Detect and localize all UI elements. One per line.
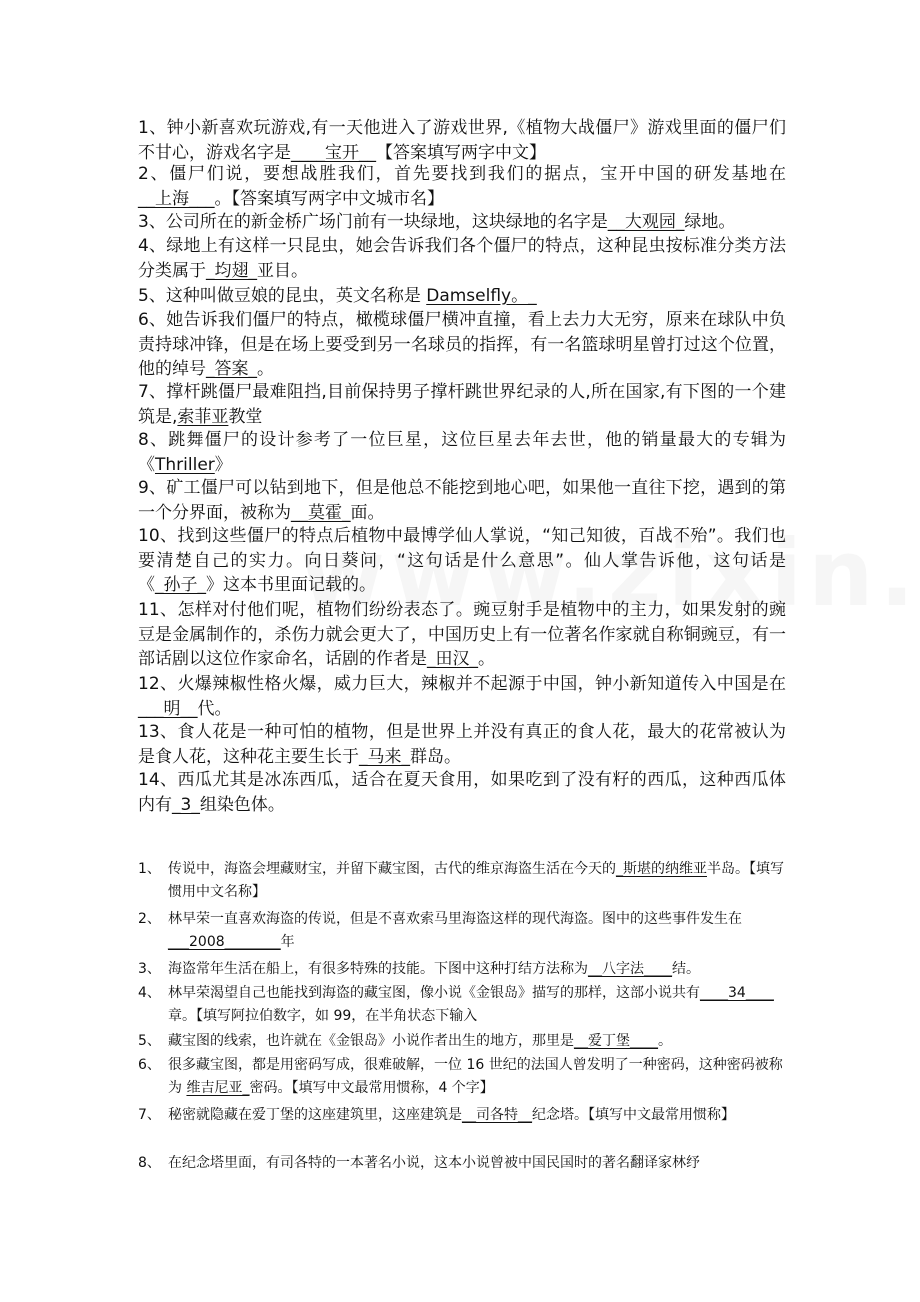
question-body [168, 1152, 786, 1175]
question-body [168, 858, 786, 904]
question-text: 教堂 [228, 406, 263, 427]
answer-blank: ___明__ [138, 698, 198, 719]
answer-blank: _答案_ [206, 359, 257, 379]
question-body [168, 1030, 786, 1053]
answer-blank: __司各特__ [462, 1107, 532, 1123]
question-number: 5、 [138, 286, 166, 306]
question-number: 8、 [138, 1155, 161, 1171]
question-text: 亚目。 [257, 260, 308, 281]
question-text: 绿地上有这样一只昆虫，她会告诉我们各个僵尸的特点，这种昆虫按标准分类方法分类属于 [138, 236, 786, 281]
question-text: 钟小新喜欢玩游戏,有一天他进入了游戏世界,《植物大战僵尸》游戏里面的僵尸们不甘心，游戏名字是 [138, 118, 786, 163]
question-3 [138, 210, 786, 235]
pirate-question-6 [138, 1054, 786, 1100]
answer-blank: ___2008________ [168, 934, 281, 950]
question-text: 找到这些僵尸的特点后植物中最博学仙人掌说，“知己知彼，百战不殆”。我们也要清楚自己的实力。向日葵问，“这句话是什么意思”。仙人掌告诉他，这句话是《 [138, 526, 786, 595]
question-text: 半岛。【填写惯用中文名称】 [168, 861, 784, 900]
question-number: 14、 [138, 770, 178, 790]
question-text: 年 [280, 934, 295, 950]
answer-blank: _3_ [172, 794, 200, 815]
answer-blank: ____宝开__ [291, 142, 376, 163]
question-body [168, 1054, 786, 1100]
question-13 [138, 720, 786, 769]
question-text: 纪念塔。【填写中文最常用惯称】 [532, 1107, 735, 1123]
question-text: 【答案填写两字中文】 [376, 142, 546, 163]
question-text: 火爆辣椒性格火爆，威力巨大，辣椒并不起源于中国，钟小新知道传入中国是在 [177, 674, 786, 694]
question-text: 结。 [672, 961, 700, 977]
question-text: 海盗常年生活在船上，有很多特殊的技能。下图中这种打结方法称为 [168, 961, 588, 977]
question-5 [138, 284, 786, 309]
question-text: 西瓜尤其是冰冻西瓜，适合在夏天食用，如果吃到了没有籽的西瓜，这种西瓜体内有 [138, 770, 786, 815]
question-text: 章。【填写阿拉伯数字，如 99，在半角状态下输入 [168, 1008, 478, 1024]
question-text: 。【答案填写两字中文城市名】 [214, 188, 444, 209]
answer-blank: _斯堪的纳维亚 [616, 861, 707, 877]
answer-blank: _田汉_ [427, 649, 478, 669]
question-number: 10、 [138, 526, 178, 546]
question-text: 林早荣一直喜欢海盗的传说，但是不喜欢索马里海盗这样的现代海盗。图中的这些事件发生在 [168, 911, 742, 927]
question-text: 秘密就隐藏在爱丁堡的这座建筑里，这座建筑是 [168, 1107, 462, 1123]
question-text: 矿工僵尸可以钻到地下，但是他总不能挖到地心吧，如果他一直往下挖，遇到的第一个分界面，被称为 [138, 478, 786, 523]
answer-blank: Thriller [155, 454, 215, 475]
pirate-question-3 [138, 958, 786, 981]
question-text: 群岛。 [410, 746, 461, 767]
answer-blank: __爱丁堡____ [574, 1033, 658, 1049]
question-8 [138, 428, 786, 477]
question-text: 在纪念塔里面，有司各特的一本著名小说，这本小说曾被中国民国时的著名翻译家林纾 [168, 1155, 700, 1171]
question-text: 代。 [197, 698, 232, 719]
question-text: 组染色体。 [199, 794, 285, 815]
question-text: 食人花是一种可怕的植物，但是世界上并没有真正的食人花，最大的花常被认为是食人花，这种花主要生长于 [138, 722, 786, 767]
question-text: 》这本书里面记载的。 [206, 575, 376, 595]
answer-blank: _孙子_ [155, 575, 206, 595]
question-text: 撑杆跳僵尸最难阻挡,目前保持男子撑杆跳世界纪录的人,所在国家,有下图的一个建筑是, [138, 382, 786, 427]
question-number: 11、 [138, 600, 178, 620]
question-body [168, 1104, 786, 1127]
question-text: 跳舞僵尸的设计参考了一位巨星，这位巨星去年去世，他的销量最大的专辑为《 [138, 430, 786, 475]
question-number: 2、 [138, 164, 170, 184]
question-text: 僵尸们说，要想战胜我们，首先要找到我们的据点，宝开中国的研发基地在 [169, 164, 786, 184]
question-text: 林早荣渴望自己也能找到海盗的藏宝图，像小说《金银岛》描写的那样，这部小说共有 [168, 985, 700, 1001]
question-number: 4、 [138, 236, 167, 256]
answer-blank: __莫霍_ [291, 502, 351, 523]
pirate-question-7 [138, 1104, 786, 1127]
pirate-question-1 [138, 858, 786, 904]
question-text: 》 [214, 454, 232, 475]
question-text: 面。 [350, 502, 385, 523]
question-number: 7、 [138, 1107, 161, 1123]
question-number: 12、 [138, 674, 178, 694]
question-9 [138, 476, 786, 525]
question-2 [138, 162, 786, 211]
pirate-question-8 [138, 1152, 786, 1175]
answer-blank: __上海___ [138, 188, 215, 209]
question-10 [138, 524, 786, 598]
question-number: 1、 [138, 118, 167, 138]
question-number: 6、 [138, 1057, 161, 1073]
question-number: 3、 [138, 212, 166, 232]
question-number: 1、 [138, 861, 161, 877]
answer-blank: 索菲亚 [177, 406, 229, 427]
question-text: 她告诉我们僵尸的特点，橄榄球僵尸横冲直撞，看上去力大无穷，原来在球队中负责持球冲锋，但是在场上要受到另一名球员的指挥，有一名篮球明星曾打过这个位置，他的绰号 [138, 310, 786, 379]
question-text: 。 [257, 359, 274, 379]
pirate-question-2 [138, 908, 786, 954]
question-text: 。 [478, 649, 495, 669]
question-4 [138, 234, 786, 283]
answer-blank: Damselfly。_ [426, 286, 537, 306]
question-number: 8、 [138, 430, 169, 450]
pirate-question-4 [138, 982, 786, 1028]
question-number: 4、 [138, 985, 161, 1001]
question-text: 公司所在的新金桥广场门前有一块绿地，这块绿地的名字是 [165, 212, 608, 232]
question-number: 3、 [138, 961, 161, 977]
question-number: 2、 [138, 911, 161, 927]
question-7 [138, 380, 786, 429]
question-number: 7、 [138, 382, 167, 402]
question-text: 传说中，海盗会埋藏财宝，并留下藏宝图，古代的维京海盗生活在今天的 [168, 861, 616, 877]
question-number: 6、 [138, 310, 167, 330]
question-6 [138, 308, 786, 382]
question-number: 13、 [138, 722, 178, 742]
answer-blank: _均翅_ [206, 260, 257, 281]
answer-blank: __大观园_ [607, 212, 685, 232]
question-1 [138, 116, 786, 165]
answer-blank: __八字法____ [588, 961, 672, 977]
question-12 [138, 672, 786, 721]
question-body [168, 958, 786, 981]
answer-blank: 维吉尼亚_ [186, 1080, 250, 1096]
question-body [168, 908, 786, 954]
question-text: 绿地。 [684, 212, 736, 232]
answer-blank: _马来_ [359, 746, 410, 767]
question-11 [138, 598, 786, 672]
question-number: 9、 [138, 478, 167, 498]
question-text: 这种叫做豆娘的昆虫，英文名称是 [165, 286, 427, 306]
answer-blank: ____34____ [700, 985, 774, 1001]
question-text: 。 [658, 1033, 672, 1049]
pirate-question-5 [138, 1030, 786, 1053]
question-number: 5、 [138, 1033, 161, 1049]
question-text: 密码。【填写中文最常用惯称，4 个字】 [249, 1080, 494, 1096]
question-text: 很多藏宝图，都是用密码写成，很难破解，一位 16 世纪的法国人曾发明了一种密码，这种密码被称为 [168, 1057, 783, 1096]
question-body [168, 982, 786, 1028]
question-14 [138, 768, 786, 817]
question-text: 藏宝图的线索，也许就在《金银岛》小说作者出生的地方，那里是 [168, 1033, 574, 1049]
question-text: 怎样对付他们呢，植物们纷纷表态了。豌豆射手是植物中的主力，如果发射的豌豆是金属制作的，杀伤力就会更大了，中国历史上有一位著名作家就自称铜豌豆，有一部话剧以这位作家命名，话剧的作者是 [138, 600, 786, 669]
